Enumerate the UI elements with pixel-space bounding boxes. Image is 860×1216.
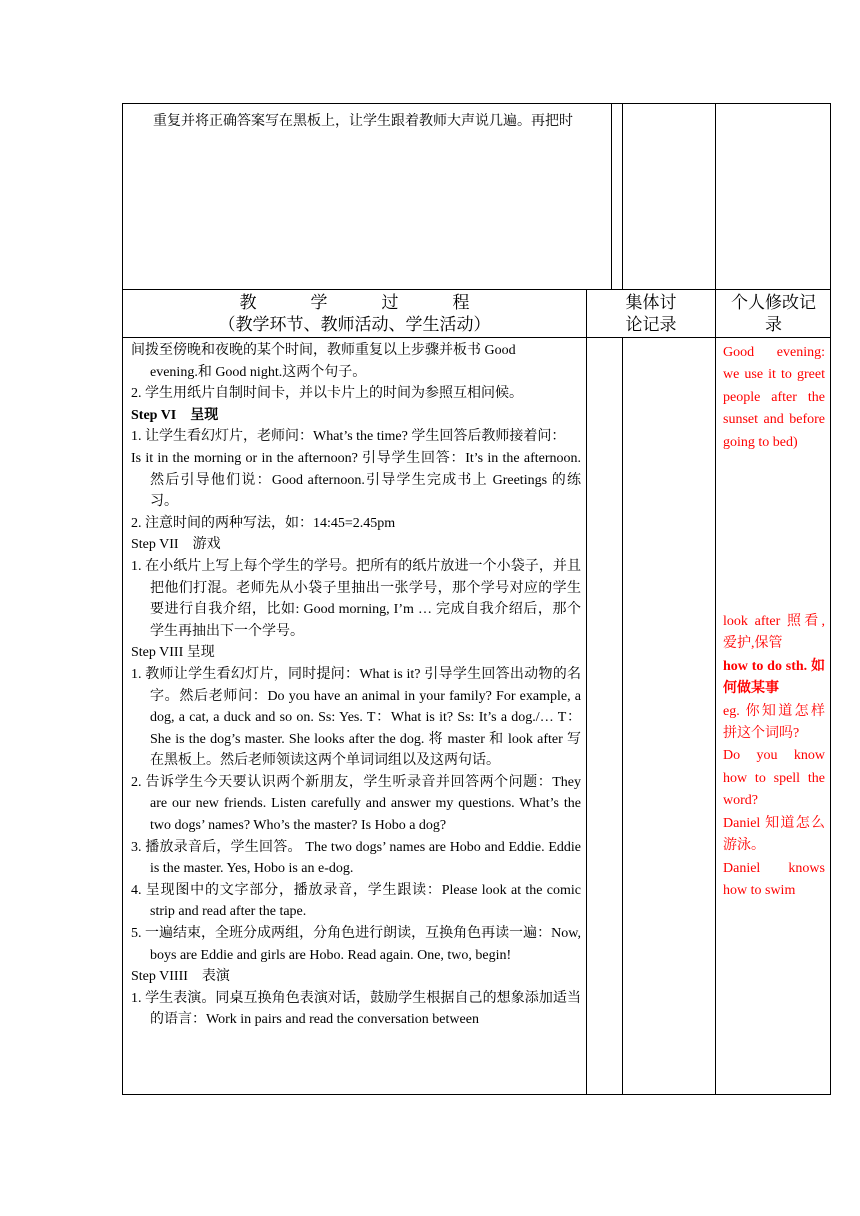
header-teaching-process (123, 292, 586, 336)
note: Daniel knows how to swim (723, 860, 825, 898)
header-char: 教 (239, 293, 257, 312)
step-heading: Step VII 游戏 (131, 537, 221, 553)
note-spacer (723, 454, 825, 611)
note: Daniel 知道怎么游泳。 (723, 815, 825, 854)
revision-notes (723, 342, 825, 902)
paragraph: 1. 教师让学生看幻灯片，同时提问：What is it? 引导学生回答出动物的名字。然后老师问：Do you have an animal in your family? For example, a dog, a cat, a duck and so on. Ss: Yes. T：What is it? Ss: It’s a dog./… T：She is the dog’s master. She looks after the dog. 将 master 和 look after 写在黑板上。然后老师领读这两个单词词组以及这两句话。 (131, 666, 581, 769)
column-divider (715, 290, 716, 1094)
step-heading: Step VIII 呈现 (131, 645, 215, 661)
header-subtitle: （教学环节、教师活动、学生活动） (218, 315, 491, 334)
paragraph: 2. 学生用纸片自制时间卡，并以卡片上的时间为参照互相问候。 (131, 386, 523, 402)
lesson-table-top (122, 103, 831, 290)
paragraph: 2. 注意时间的两种写法，如：14:45=2.45pm (131, 515, 396, 531)
header-personal-revision (717, 292, 830, 336)
paragraph: 1. 学生表演。同桌互换角色表演对话，鼓励学生根据自己的想象添加适当的语言：Work in pairs and read the conversation between (131, 990, 581, 1028)
header-line: 个人修改记 (731, 293, 816, 312)
column-divider (586, 290, 587, 1094)
paragraph: Is it in the morning or in the afternoon? 引导学生回答：It’s in the afternoon. 然后引导他们说：Good afternoon.引导学生完成书上 Greetings 的练习。 (131, 450, 581, 510)
paragraph: 4. 呈现图中的文字部分，播放录音，学生跟读：Please look at the comic strip and read after the tape. (131, 882, 581, 920)
teaching-process-body (131, 340, 581, 1031)
step-heading: Step VIIII 表演 (131, 969, 230, 985)
paragraph: 3. 播放录音后，学生回答。 The two dogs’ names are Hobo and Eddie. Eddie is the master. Yes, Hobo is an e-dog. (131, 839, 581, 877)
column-divider (622, 104, 623, 289)
paragraph: 1. 在小纸片上写上每个学生的学号。把所有的纸片放进一个小袋子，并且把他们打混。老师先从小袋子里抽出一张学号，那个学号对应的学生要进行自我介绍，比如: Good morning, I’m … 完成自我介绍后，那个学生再抽出下一个学号。 (131, 558, 581, 639)
paragraph: 1. 让学生看幻灯片，老师问：What’s the time? 学生回答后教师接着问： (131, 429, 566, 445)
paragraph: evening.和 Good night.这两个句子。 (150, 364, 367, 380)
column-divider (715, 104, 716, 289)
header-char: 程 (452, 293, 470, 312)
lesson-table-main (122, 289, 831, 1095)
step-heading: Step VI 呈现 (131, 407, 219, 423)
header-line: 录 (765, 315, 782, 334)
paragraph: 2. 告诉学生今天要认识两个新朋友，学生听录音并回答两个问题：They are our new friends. Listen carefully and answer my questions. What’s the two dogs’ names? Who’s the master? Is Hobo a dog? (131, 774, 581, 834)
paragraph: 间拨至傍晚和夜晚的某个时间，教师重复以上步骤并板书 Good (131, 343, 516, 358)
note: Good evening: we use it to greet people after the sunset and before going to bed) (723, 345, 825, 450)
column-divider (611, 104, 612, 289)
row-divider (123, 337, 830, 338)
header-char: 学 (310, 293, 328, 312)
continued-text: 重复并将正确答案写在黑板上，让学生跟着教师大声说几遍。再把时 (153, 114, 573, 129)
process-cell-top (123, 104, 611, 289)
note: look after 照看,爱护,保管 (723, 614, 825, 652)
note: eg. 你知道怎样拼这个词吗? (723, 703, 825, 742)
header-group-discussion (588, 292, 714, 336)
paragraph: 5. 一遍结束，全班分成两组，分角色进行朗读，互换角色再读一遍：Now, boys are Eddie and girls are Hobo. Read again. One, two, begin! (131, 926, 581, 963)
header-line: 论记录 (625, 315, 677, 334)
header-line: 集体讨 (625, 293, 677, 312)
note: Do you know how to spell the word? (723, 748, 825, 809)
note: how to do sth. 如何做某事 (723, 658, 825, 697)
column-divider (622, 338, 623, 1094)
header-char: 过 (381, 293, 399, 312)
